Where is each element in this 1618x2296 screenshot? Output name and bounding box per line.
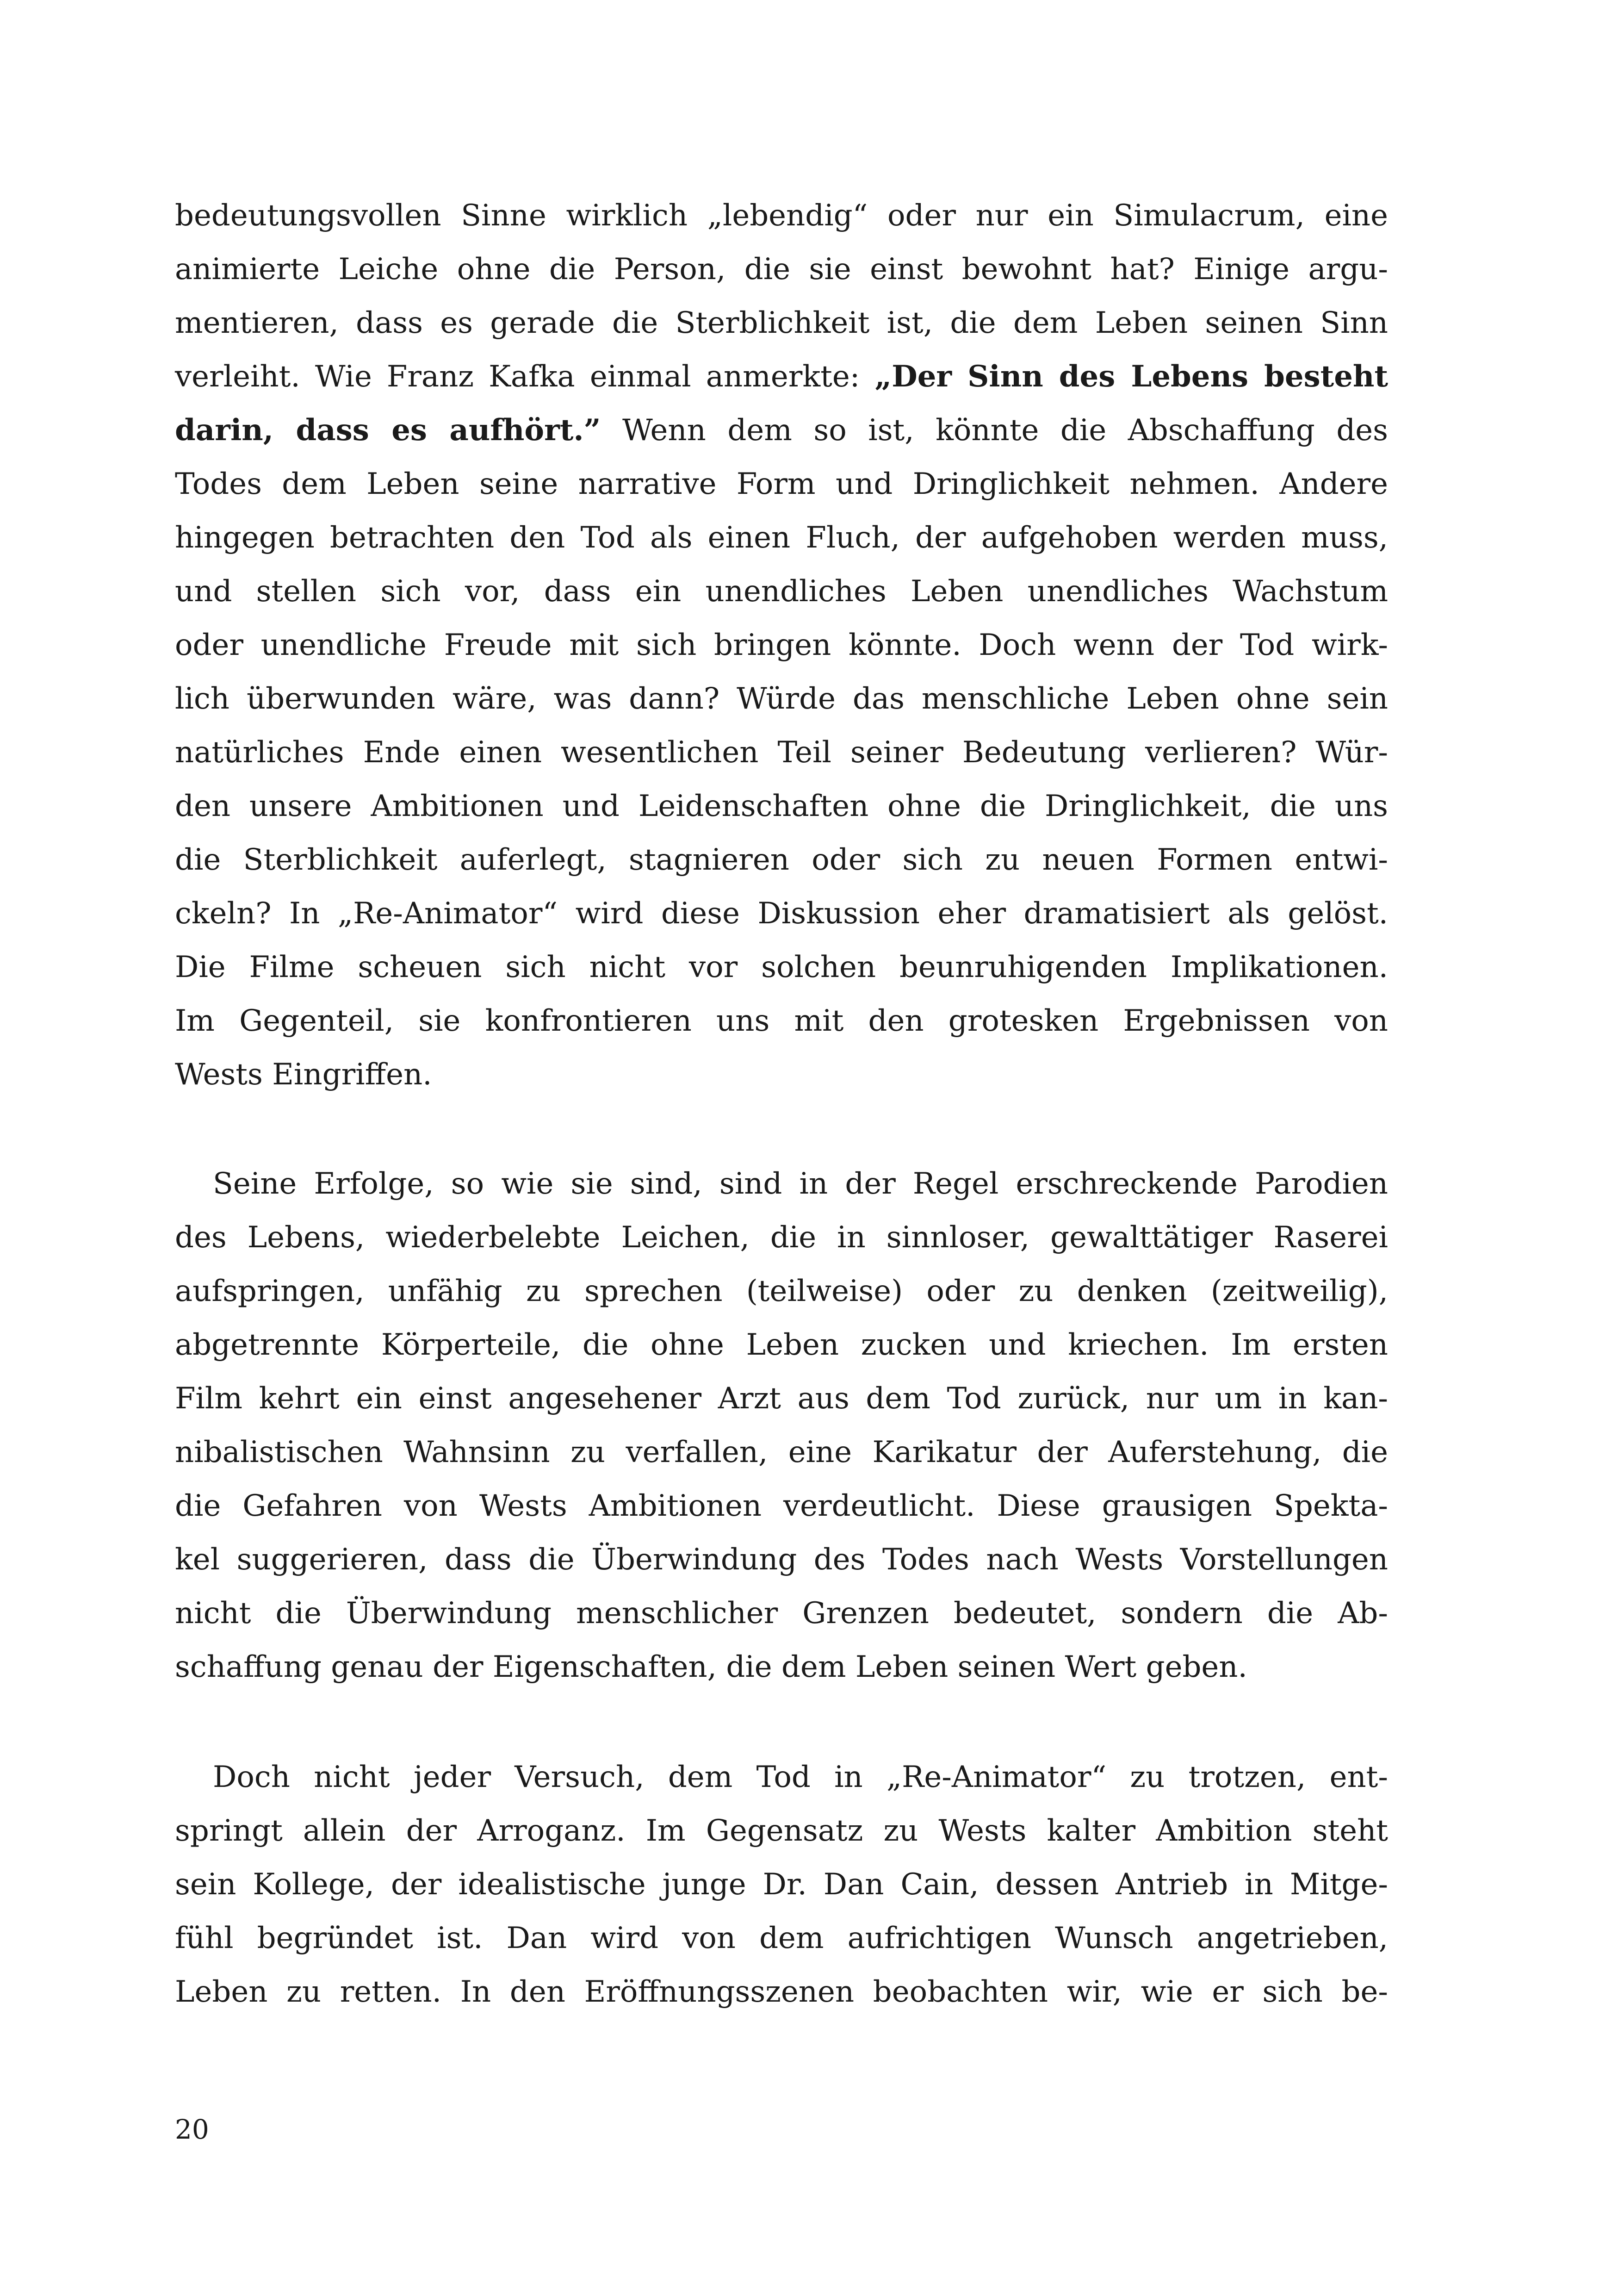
text-line: animierte Leiche ohne die Person, die sie einst bewohnt hat? Einige argu-	[175, 252, 1388, 286]
text-line: mentieren, dass es gerade die Sterblichkeit ist, die dem Leben seinen Sinn	[175, 306, 1388, 340]
text-line: Doch nicht jeder Versuch, dem Tod in „Re-Animator“ zu trotzen, ent-	[213, 1760, 1388, 1794]
text-line: oder unendliche Freude mit sich bringen könnte. Doch wenn der Tod wirk-	[175, 628, 1388, 662]
text-line: die Sterblichkeit auferlegt, stagnieren oder sich zu neuen Formen entwi-	[175, 843, 1388, 877]
text-line: Seine Erfolge, so wie sie sind, sind in der Regel erschreckende Parodien	[213, 1167, 1388, 1201]
text-line-with-quote	[175, 404, 1388, 457]
kafka-quote-end: darin, dass es aufhört.”	[175, 413, 601, 448]
page-number: 20	[175, 2114, 209, 2145]
kafka-quote-start: „Der Sinn des Lebens besteht	[874, 359, 1389, 394]
text-line: Leben zu retten. In den Eröffnungsszenen beobachten wir, wie er sich be-	[175, 1975, 1388, 2009]
text-line: Die Filme scheuen sich nicht vor solchen beunruhigenden Implikationen.	[175, 950, 1388, 984]
text-line: und stellen sich vor, dass ein unendliches Leben unendliches Wachstum	[175, 574, 1388, 609]
text-line: ckeln? In „Re-Animator“ wird diese Diskussion eher dramatisiert als gelöst.	[175, 896, 1388, 931]
text-line: Film kehrt ein einst angesehener Arzt aus dem Tod zurück, nur um in kan-	[175, 1381, 1388, 1416]
text-line-with-quote	[175, 350, 1388, 404]
text-line: fühl begründet ist. Dan wird von dem aufrichtigen Wunsch angetrieben,	[175, 1921, 1388, 1955]
text-line: hingegen betrachten den Tod als einen Fluch, der aufgehoben werden muss,	[175, 521, 1388, 555]
text-segment: verleiht. Wie Franz Kafka einmal anmerkte:	[175, 360, 860, 394]
text-line: die Gefahren von Wests Ambitionen verdeutlicht. Diese grausigen Spekta-	[175, 1489, 1388, 1523]
text-line: nibalistischen Wahnsinn zu verfallen, eine Karikatur der Auferstehung, die	[175, 1435, 1388, 1469]
text-line: schaffung genau der Eigenschaften, die dem Leben seinen Wert geben.	[175, 1650, 1247, 1684]
text-line: aufspringen, unfähig zu sprechen (teilweise) oder zu denken (zeitweilig),	[175, 1274, 1388, 1308]
text-line: nicht die Überwindung menschlicher Grenzen bedeutet, sondern die Ab-	[175, 1596, 1388, 1630]
text-line: lich überwunden wäre, was dann? Würde das menschliche Leben ohne sein	[175, 682, 1388, 716]
text-line: bedeutungsvollen Sinne wirklich „lebendig“ oder nur ein Simulacrum, eine	[175, 199, 1388, 233]
text-line: natürliches Ende einen wesentlichen Teil seiner Bedeutung verlieren? Wür-	[175, 735, 1388, 770]
text-line: springt allein der Arroganz. Im Gegensatz zu Wests kalter Ambition steht	[175, 1814, 1388, 1848]
text-line: Im Gegenteil, sie konfrontieren uns mit den grotesken Ergebnissen von	[175, 1004, 1388, 1038]
text-line: abgetrennte Körperteile, die ohne Leben zucken und kriechen. Im ersten	[175, 1328, 1388, 1362]
text-line: Todes dem Leben seine narrative Form und Dringlichkeit nehmen. Andere	[175, 467, 1388, 501]
paragraph-1	[175, 189, 1388, 1101]
paragraph-2	[175, 1157, 1388, 1694]
text-line: Wests Eingriffen.	[175, 1058, 432, 1092]
text-line: den unsere Ambitionen und Leidenschaften ohne die Dringlichkeit, die uns	[175, 789, 1388, 823]
text-segment: Wenn dem so ist, könnte die Abschaffung des	[601, 413, 1389, 448]
text-line: kel suggerieren, dass die Überwindung des Todes nach Wests Vorstellungen	[175, 1543, 1388, 1577]
text-line: sein Kollege, der idealistische junge Dr. Dan Cain, dessen Antrieb in Mitge-	[175, 1867, 1388, 1902]
paragraph-3	[175, 1750, 1388, 2019]
text-line: des Lebens, wiederbelebte Leichen, die in sinnloser, gewalttätiger Raserei	[175, 1220, 1388, 1255]
